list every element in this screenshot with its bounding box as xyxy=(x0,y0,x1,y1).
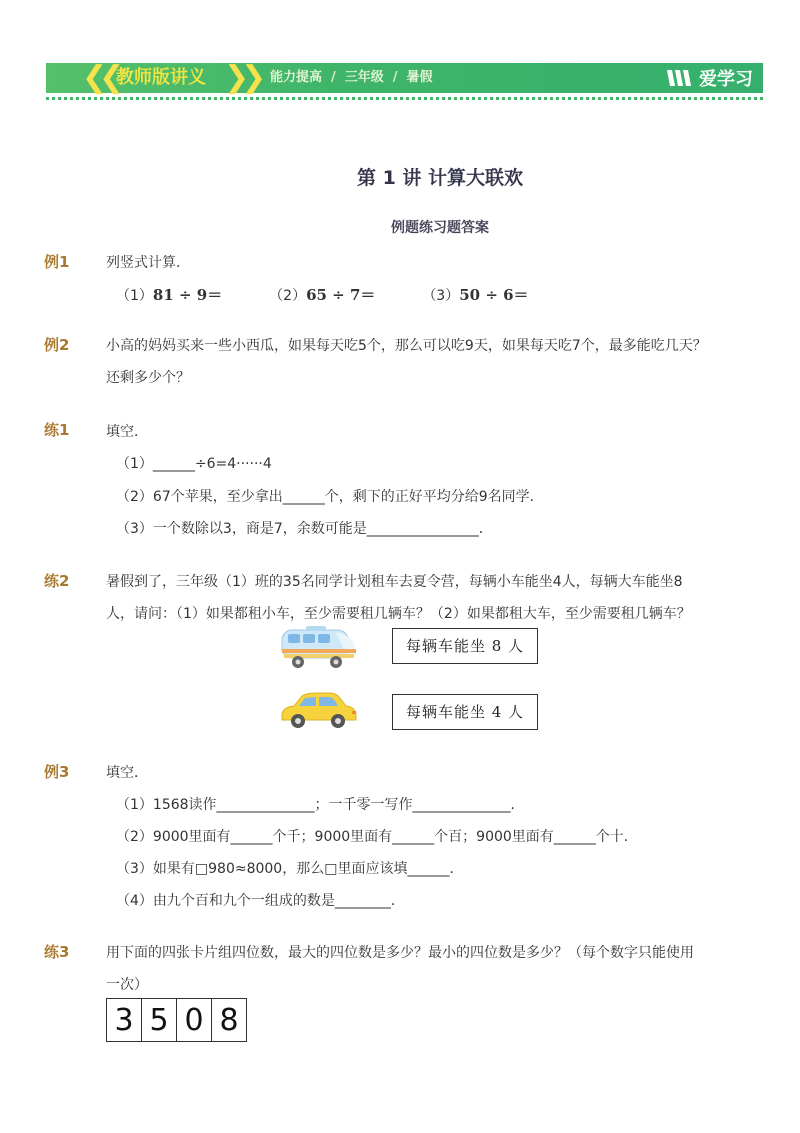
brand-logo-text: 爱学习 xyxy=(699,69,753,90)
breadcrumb-separator: / xyxy=(331,70,336,85)
example-3-question-2: （2）9000里面有______个千；9000里面有______个百；9000里面有______个十． xyxy=(116,829,638,845)
practice-2-line-2: 人，请问：（1）如果都租小车，至少需要租几辆车？（2）如果都租大车，至少需要租几辆车？ xyxy=(106,606,691,622)
division-expression: 50 ÷ 6＝ xyxy=(459,286,529,304)
digit-card: 5 xyxy=(141,998,177,1042)
chevron-right-icon: ❯❯ xyxy=(224,61,259,94)
example-2-line-1: 小高的妈妈买来一些小西瓜，如果每天吃5个，那么可以吃9天，如果每天吃7个，最多能吃几天？ xyxy=(106,338,707,354)
example-2-line-2: 还剩多少个？ xyxy=(106,370,190,386)
breadcrumb-level: 能力提高 xyxy=(270,70,323,85)
example-3-question-3: （3）如果有□980≈8000，那么□里面应该填______． xyxy=(116,861,464,877)
item-number: （2） xyxy=(269,288,307,304)
example-3-question-1: （1）1568读作______________；一千零一写作______________． xyxy=(116,797,525,813)
division-expression: 81 ÷ 9＝ xyxy=(152,286,223,304)
practice-2-tag: 练2 xyxy=(44,572,70,590)
item-number: （1） xyxy=(116,288,153,304)
page-subtitle: 例题练习题答案 xyxy=(391,220,489,236)
breadcrumb xyxy=(270,63,433,93)
example-3-tag: 例3 xyxy=(44,763,70,781)
item-number: （3） xyxy=(422,288,460,304)
example-3-prompt: 填空． xyxy=(106,765,148,781)
digit-card: 3 xyxy=(106,998,142,1042)
car-illustration xyxy=(276,690,360,730)
practice-2-line-1: 暑假到了，三年级（1）班的35名同学计划租车去夏令营，每辆小车能坐4人，每辆大车能坐8 xyxy=(106,574,683,590)
digit-card: 0 xyxy=(176,998,212,1042)
digit-card: 8 xyxy=(211,998,247,1042)
example-1-prompt: 列竖式计算． xyxy=(106,255,190,271)
page-title: 第 1 讲 计算大联欢 xyxy=(356,167,524,189)
brand-logo xyxy=(665,63,753,93)
practice-3-tag: 练3 xyxy=(44,943,70,961)
example-3-question-4: （4）由九个百和九个一组成的数是________． xyxy=(116,893,405,909)
breadcrumb-grade: 三年级 xyxy=(344,70,384,85)
practice-3-line-1: 用下面的四张卡片组四位数，最大的四位数是多少？最小的四位数是多少？（每个数字只能使用 xyxy=(106,945,694,961)
header-divider xyxy=(46,97,763,100)
practice-1-question-2: （2）67个苹果，至少拿出______个，剩下的正好平均分给9名同学． xyxy=(116,489,544,505)
teacher-edition-label: 教师版讲义 xyxy=(116,67,206,88)
practice-1-prompt: 填空． xyxy=(106,424,148,440)
breadcrumb-term: 暑假 xyxy=(406,70,433,85)
division-expression: 65 ÷ 7＝ xyxy=(306,286,376,304)
chevron-left-icon: ❮❮ xyxy=(82,61,117,94)
brand-logo-icon xyxy=(665,67,695,89)
practice-1-tag: 练1 xyxy=(44,421,70,439)
practice-1-question-1: （1）______÷6=4······4 xyxy=(116,456,272,472)
digit-cards xyxy=(106,998,246,1042)
bus-illustration xyxy=(276,624,360,672)
example-2-tag: 例2 xyxy=(44,336,70,354)
practice-3-line-2: 一次） xyxy=(106,977,148,993)
header-band xyxy=(46,63,763,93)
breadcrumb-separator: / xyxy=(392,70,398,85)
bus-capacity-sign: 每辆车能坐 8 人 xyxy=(392,628,538,664)
example-1-tag: 例1 xyxy=(44,253,70,271)
example-1-items xyxy=(116,284,529,305)
car-capacity-sign: 每辆车能坐 4 人 xyxy=(392,694,538,730)
practice-1-question-3: （3）一个数除以3，商是7，余数可能是________________． xyxy=(116,521,493,537)
